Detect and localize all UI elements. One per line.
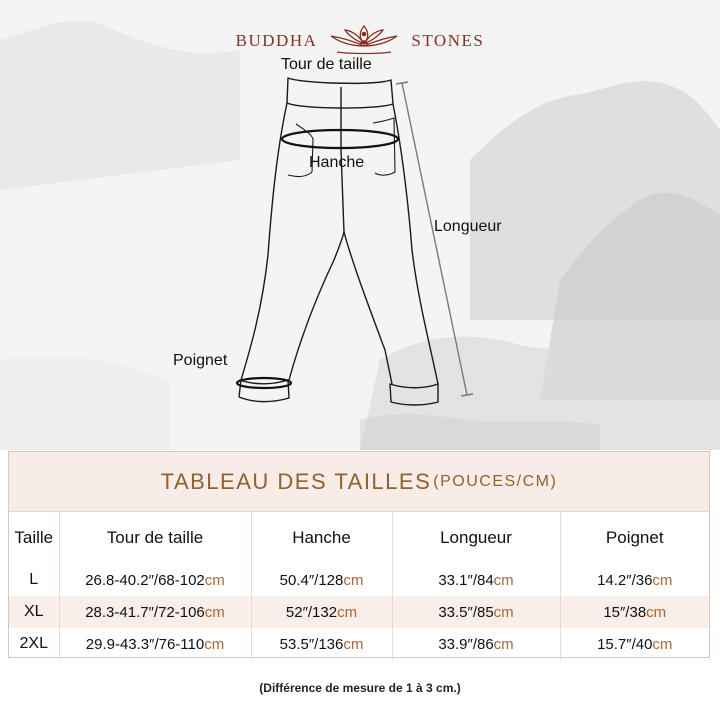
waist-cell: 29.9-43.3″/76-110cm — [59, 628, 251, 660]
hip-cell: 53.5″/136cm — [251, 628, 392, 660]
waist-cell: 28.3-41.7″/72-106cm — [59, 596, 251, 628]
hip-label: Hanche — [309, 154, 365, 171]
length-cell: 33.5″/85cm — [392, 596, 560, 628]
header-length: Longueur — [392, 512, 560, 564]
size-cell: 2XL — [19, 635, 48, 652]
hip-cell: 50.4″/128cm — [251, 564, 392, 596]
waist-cell: 26.8-40.2″/68-102cm — [59, 564, 251, 596]
header-hip: Hanche — [251, 512, 392, 564]
measurement-note: (Différence de mesure de 1 à 3 cm.) — [259, 681, 461, 695]
waist-label: Tour de taille — [281, 56, 372, 73]
header-cuff: Poignet — [560, 512, 709, 564]
header-size: Taille — [14, 528, 54, 547]
cuff-label: Poignet — [173, 352, 228, 369]
size-chart-title-main: TABLEAU DES TAILLES — [160, 468, 432, 494]
size-cell: L — [29, 571, 39, 588]
length-cell: 33.9″/86cm — [392, 628, 560, 660]
brand-name-left: BUDDHA — [235, 31, 318, 50]
cuff-cell: 15″/38cm — [560, 596, 709, 628]
header-waist: Tour de taille — [59, 512, 251, 564]
brand-name-right: STONES — [411, 31, 485, 50]
table-header-row — [9, 512, 709, 564]
table-row — [9, 596, 709, 628]
size-table — [9, 512, 709, 660]
size-cell: XL — [9, 596, 59, 628]
size-chart-title-units: (POUCES/CM) — [433, 472, 558, 490]
cuff-cell: 15.7″/40cm — [560, 628, 709, 660]
size-chart-title — [9, 452, 709, 512]
length-cell: 33.1″/84cm — [392, 564, 560, 596]
size-chart — [8, 451, 710, 658]
table-row — [9, 628, 709, 660]
table-row — [9, 564, 709, 596]
hip-cell: 52″/132cm — [251, 596, 392, 628]
length-label: Longueur — [434, 218, 502, 235]
cuff-cell: 14.2″/36cm — [560, 564, 709, 596]
